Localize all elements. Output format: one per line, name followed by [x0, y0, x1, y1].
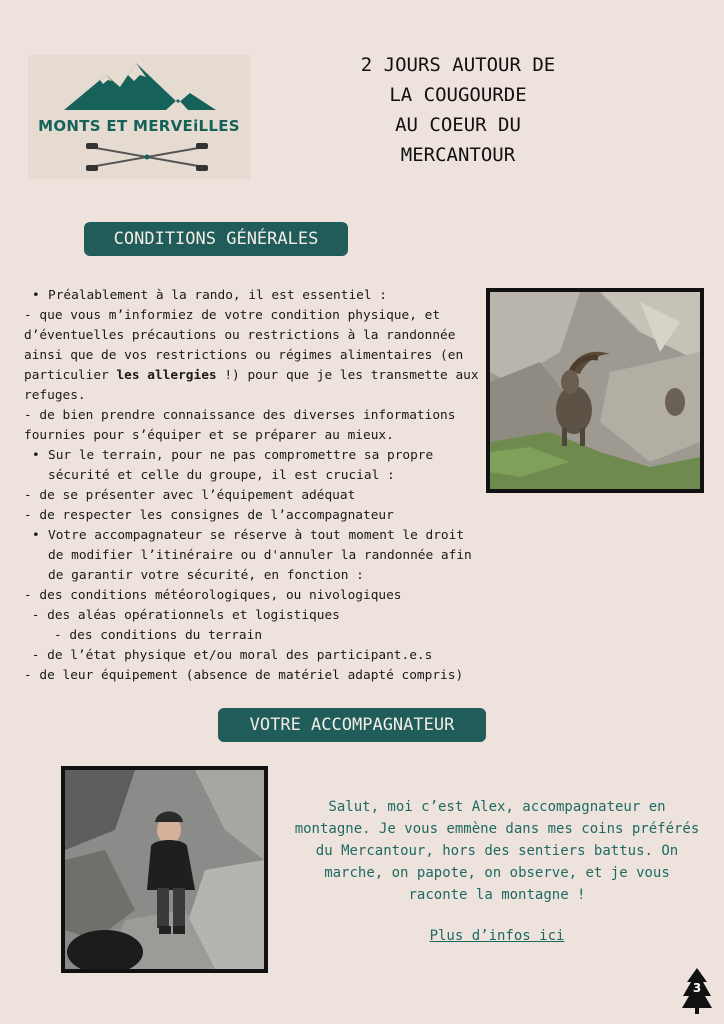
bullet-item: • Sur le terrain, pour ne pas compromettre sa propre [24, 446, 494, 466]
text-line: - de l’état physique et/ou moral des participant.e.s [24, 648, 433, 663]
guide-bio: Salut, moi c’est Alex, accompagnateur en montagne. Je vous emmène dans mes coins préférés du Mercantour, hors des sentiers battus. On marche, on papote, on observe, et je vous raconte la montagne ! [294, 799, 700, 903]
title-line-4: MERCANTOUR [400, 144, 516, 166]
conditions-text [24, 286, 494, 686]
logo-text: MONTS ET MERVEiLLES [38, 117, 240, 135]
text-line: ainsi que de vos restrictions ou régimes alimentaires (en [24, 348, 464, 363]
section-heading-guide: VOTRE ACCOMPAGNATEUR [218, 708, 486, 742]
ibex-photo [486, 288, 704, 493]
page-number-badge [681, 966, 713, 1014]
text-line: - des aléas opérationnels et logistiques [24, 608, 340, 623]
more-info-link[interactable]: Plus d’infos ici [429, 928, 565, 944]
section-heading-conditions: CONDITIONS GÉNÉRALES [84, 222, 348, 256]
text-line: fournies pour s’équiper et se préparer au mieux. [24, 428, 394, 443]
text-line: - de se présenter avec l’équipement adéquat [24, 488, 356, 503]
text-fragment: particulier [24, 368, 117, 383]
hiking-poles-icon [28, 137, 250, 177]
mountain-logo-icon [28, 55, 250, 117]
allergies-emphasis: les allergies [116, 368, 217, 383]
text-line: de modifier l’itinéraire ou d'annuler la randonnée afin [48, 548, 472, 563]
bullet-item: • Votre accompagnateur se réserve à tout moment le droit [24, 526, 494, 546]
text-line: sécurité et celle du groupe, il est crucial : [48, 468, 395, 483]
text-line: - de bien prendre connaissance des diverses informations [24, 408, 456, 423]
title-line-1: 2 JOURS AUTOUR DE [360, 54, 556, 76]
text-line: - de respecter les consignes de l’accompagnateur [24, 508, 394, 523]
text-line: d’éventuelles précautions ou restrictions à la randonnée [24, 328, 456, 343]
text-line: - des conditions météorologiques, ou nivologiques [24, 588, 402, 603]
guide-photo [61, 766, 268, 973]
title-line-2: LA COUGOURDE [389, 84, 527, 106]
text-line: - de leur équipement (absence de matériel adapté compris) [24, 668, 464, 683]
text-line: de garantir votre sécurité, en fonction : [48, 568, 364, 583]
text-line [24, 366, 494, 386]
text-line: refuges. [24, 388, 86, 403]
page-title [300, 50, 616, 170]
title-line-3: AU COEUR DU [395, 114, 521, 136]
text-line: - que vous m’informiez de votre condition physique, et [24, 308, 441, 323]
text-line: - des conditions du terrain [54, 628, 263, 643]
text-fragment: !) pour que je les transmette aux [216, 368, 479, 383]
page-number: 3 [692, 981, 702, 995]
bullet-item: • Préalablement à la rando, il est essentiel : [24, 286, 494, 306]
logo [28, 55, 250, 179]
